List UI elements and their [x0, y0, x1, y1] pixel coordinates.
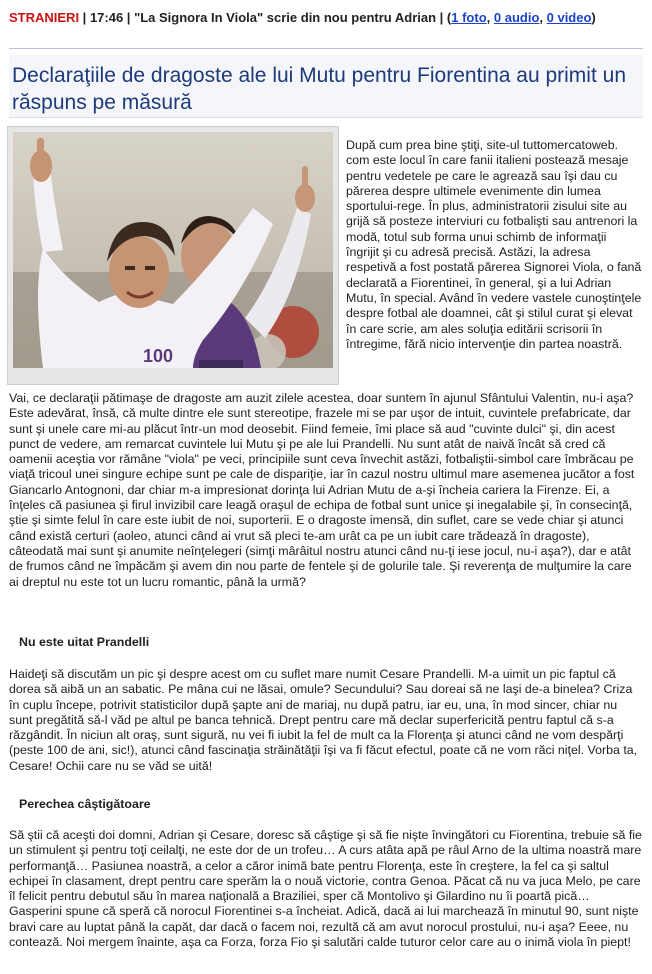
svg-text:100: 100	[143, 346, 174, 366]
article-paragraph-1	[9, 391, 643, 590]
article-paragraph-2	[9, 667, 643, 774]
intro-paragraph: După cum prea bine ştiţi, site-ul tuttomercatoweb. com este locul în care fanii italieni postează mesaje pentru vedetele pe care le agrează sau îşi dau cu părerea despre ultimele evenimente din lumea sportului-rege. În plus, administratorii zisului site au grijă să posteze interviuri cu fotbalişti sau antrenori la modă, totul sub forma unui schimb de informaţii îngrijit şi cu adresă precisă. Astăzi, la adresa respetivă a fost postată părerea Signorei Viola, o fană declarată a Fiorentinei, în general, şi a lui Adrian Mutu, în special. Având în vedere vastele cunoştinţele despre fotbal ale doamnei, cât şi stilul curat şi elevat în care scrie, am ales soluţia editării scrisorii în întregime, fără nicio intervenţie din partea noastră.	[346, 138, 642, 351]
subheading-prandelli: Nu este uitat Prandelli	[19, 635, 150, 649]
paragraph-text: Să ştii că aceşti doi domni, Adrian şi Cesare, doresc să câştige şi să fie nişte învingători cu Fiorentina, trebuie să fie un stimulent şi pentru toţi ceilalţi, ne este dor de un trofeu… A curs atâta apă pe râul Arno de la ultima noastră mare performanţă… Pasiunea noastră, a celor a căror inimă bate pentru Florenţa, este în creştere, la fel ca şi saltul echipei în clasament, drept pentru care sperăm la o nouă victorie, contra Genoa. Păcat că nu va juca Melo, pe care îl felicit pentru debutul său în marea naţională a Braziliei, sper că Montolivo şi Gilardino nu îi poartă pică… Gasperini spune că speră că norocul Fiorentinei s-a încheiat. Adică, dacă ai lui marchează în minutul 90, sunt nişte bravi care au luptat până la capăt, dar dacă o facem noi, rezultă că am avut norocul prostului, nu-i aşa? Eeee, nu contează. Noi mergem înainte, aşa ca Forza, forza Fio şi salutări calde tuturor celor care au o inimă viola în piept!	[9, 828, 642, 950]
meta-comma: ,	[539, 10, 547, 25]
divider	[9, 48, 643, 49]
meta-separator: | (	[436, 10, 452, 25]
meta-separator: |	[79, 10, 90, 25]
video-count-link[interactable]: 0 video	[546, 10, 592, 25]
article-meta-bar	[9, 9, 643, 26]
meta-paren: )	[591, 10, 596, 25]
article-teaser: "La Signora In Viola" scrie din nou pentru Adrian	[134, 10, 437, 25]
photo-count-link[interactable]: 1 foto	[451, 10, 487, 25]
meta-comma: ,	[486, 10, 494, 25]
article-photo[interactable]	[13, 132, 333, 368]
meta-separator: |	[123, 10, 135, 25]
category-label: STRANIERI	[9, 10, 80, 25]
article-paragraph-3	[9, 828, 643, 950]
audio-count-link[interactable]: 0 audio	[493, 10, 540, 25]
article-photo-frame	[7, 126, 339, 385]
players-celebrating-image	[13, 132, 333, 368]
publish-time: 17:46	[89, 10, 124, 25]
article-title: Declaraţiile de dragoste ale lui Mutu pentru Fiorentina au primit un răspuns pe măsură	[12, 64, 626, 114]
paragraph-text: Haideţi să discutăm un pic şi despre acest om cu suflet mare numit Cesare Prandelli. M-a uimit un pic faptul că dorea să aibă un an sabatic. Pe mâna cui ne lăsai, omule? Secundului? Sau doreai să ne laşi de-a binelea? Criza în cuplu începe, potrivit statisticilor după şapte ani de mariaj, nu după patru, iar eu, una, în mod sincer, chiar nu sunt pregătită să-l văd pe altul pe banca tehnică. Drept pentru care mă declar superfericită pentru faptul că s-a răzgândit. În niciun alt oraş, sunt sigură, nu vei fi iubit la fel de mult ca la Florenţa şi atunci când ne vom despărţi (peste 100 de ani, sic!), atunci când fascinaţia străinătăţii îşi va fi făcut efectul, poate că ne vom răci niţel. Vorba ta, Cesare! Ochii care nu se văd se uită!	[9, 667, 638, 773]
article-intro	[346, 138, 642, 352]
subheading-perechea: Perechea câştigătoare	[19, 797, 151, 811]
paragraph-text: Vai, ce declaraţii pătimaşe de dragoste am auzit zilele acestea, doar suntem în ajunul Sfântului Valentin, nu-i aşa? Este adevărat, însă, că multe dintre ele sunt stereotipe, frazele mi se par uşor de intuit, cuvintele prefabricate, dar sunt şi unele care mi-au plăcut într-un mod deosebit. Fiind femeie, îmi place să aud "cuvinte dulci" şi, din acest punct de vedere, am remarcat cuvintele lui Mutu şi pe ale lui Prandelli. Nu sunt atât de naivă încât să cred că oamenii aceştia vor rămâne "viola" pe veci, principiile sunt ceva învechit astăzi, fotbaliştii-simbol care îmbrăcau pe viaţă tricoul unei singure echipe sunt pe cale de dispariţie, iar în cazul nostru ultimul mare asemenea jucător a fost Giancarlo Antognoni, dar chiar m-a impresionat dorinţa lui Adrian Mutu de a-şi încheia cariera la Firenze. Ei, a înţeles că pasiunea şi firul invizibil care leagă oraşul de echipa de fotbal sunt unice şi inegalabile şi, în consecinţă, ştie şi simte felul în care este iubit de noi, suporterii. E o dragoste imensă, din suflet, care se vede chiar şi atunci când există certuri (aoleo, atunci când ai vrut să pleci te-am urât ca pe un iubit care trădează în dragoste), câteodată mai sunt şi anumite neînţelegeri (simţi mârâitul nostru atunci când nu-ţi iese jocul, nu-i aşa?), dar e atât de frumos când ne împăcăm şi avem din nou parte de fentele şi de golurile tale. Şi reverenţa de mulţumire la care ai dreptul nu este tot un lucru romantic, până la urmă?	[9, 391, 635, 589]
